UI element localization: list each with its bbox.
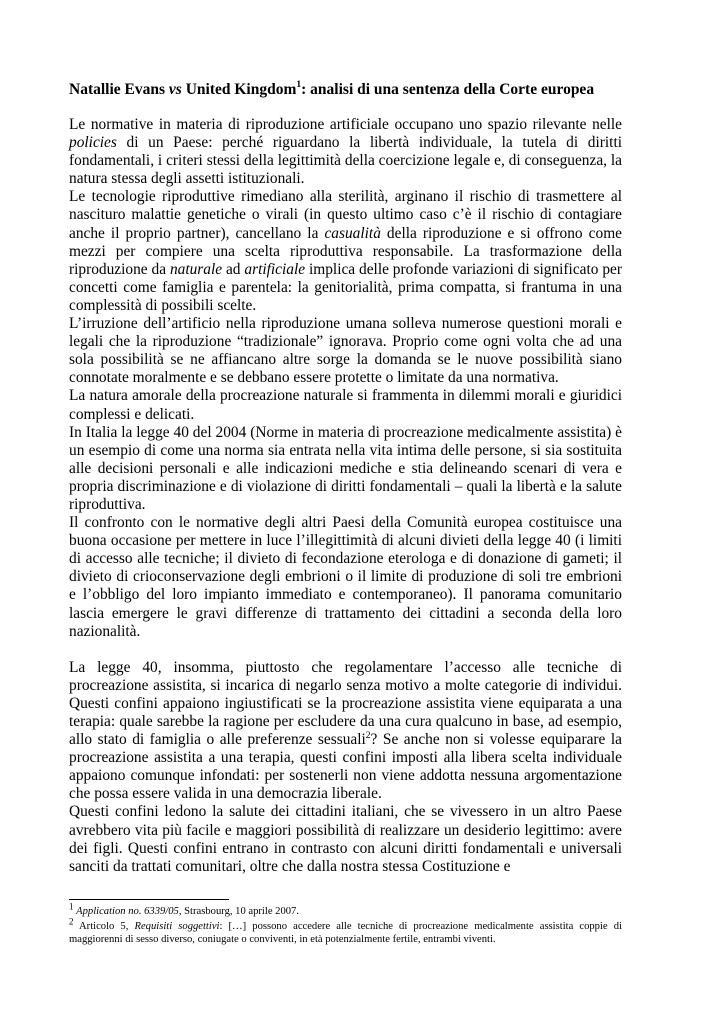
footnote-1-text: , Strasbourg, 10 aprile 2007. [178, 906, 300, 917]
paragraph-2-italic-naturale: naturale [169, 260, 223, 278]
paragraph-1-text-a: Le normative in materia di riproduzione artificiale occupano uno spazio rilevante nelle [69, 116, 622, 133]
paragraph-7-text-a: La legge 40, insomma, piuttosto che regolamentare l’accesso alle tecniche di procreazione assistita, si incarica di negarlo senza motivo a molte categorie di individui. Questi confini appaiono ingiustificati se la procreazione assistita viene equiparata a una terapia: quale sarebbe la ragione per escludere da una cura qualcuno in base, ad esempio, allo stato di famiglia o alle preferenze sessuali [69, 658, 622, 749]
footnote-2 [69, 915, 622, 947]
document-title [69, 80, 622, 99]
footnote-1-mark: 1 [69, 901, 74, 912]
paragraph-1-text-b: di un Paese: perché riguardano la libertà individuale, la tutela di diritti fondamentali, i criteri stessi della legittimità della coercizione legale e, di conseguenza, la natura stessa degli assetti istituzionali. [69, 134, 622, 188]
paragraph-1-italic-policies: policies [69, 134, 117, 152]
footnote-ref-1: 1 [296, 79, 302, 90]
title-part-1: Natallie Evans [69, 81, 169, 98]
paragraph-7-text-b: ? Se anche non si volesse equiparare la procreazione assistita a una terapia, questi confini imposti alla libera scelta individuale appaiono comunque infondati: per sostenerli non viene addotta nessuna argomentazione che possa essere valida in una democrazia liberale. [69, 731, 623, 803]
paragraph-2-text-b: della riproduzione e si offrono come mezzi per compiere una scelta riproduttiva responsabile. La trasformazione della riproduzione da [69, 224, 622, 278]
paragraph-4: La natura amorale della procreazione naturale si frammenta in dilemmi morali e giuridici complessi e delicati. [69, 387, 622, 423]
title-part-2: United Kingdom [181, 81, 297, 98]
paragraph-6: Il confronto con le normative degli altri Paesi della Comunità europea costituisce una buona occasione per mettere in luce l’illegittimità di alcuni divieti della legge 40 (i limiti di accesso alle tecniche; il divieto di fecondazione eterologa e di donazione di gameti; il divieto di crioconservazione degli embrioni o il limite di produzione di soli tre embrioni e l’obbligo del loro impianto immediato e contemporaneo). Il panorama comunitario lascia emergere le gravi differenze di trattamento dei cittadini a seconda della loro nazionalità. [69, 514, 622, 640]
paragraph-1 [69, 116, 622, 188]
footnote-2-mark: 2 [69, 915, 74, 926]
footnote-2-pre: Articolo 5, [73, 920, 135, 932]
footnote-1-italic: Application no. 6339/05 [76, 906, 179, 917]
footnote-2-text: : […] possono accedere alle tecniche di procreazione medicalmente assistita coppie di maggiorenni di sesso diverso, coniugate o conviventi, in età potenzialmente fertile, entrambi viventi. [69, 920, 622, 945]
footnotes [69, 901, 622, 947]
title-part-3: : analisi di una sentenza della Corte europea [301, 81, 595, 98]
paragraph-2-text-d: implica delle profonde variazioni di significato per concetti come famiglia e parentela: la genitorialità, prima compatta, si frantuma in una complessità di possibili scelte. [69, 260, 623, 314]
paragraph-2-text-a: Le tecnologie riproduttive rimediano alla sterilità, arginano il rischio di trasmettere al nascituro malattie genetiche o virali (in questo ultimo caso c’è il rischio di contagiare anche il proprio partner), cancellano la [69, 188, 622, 242]
paragraph-2-text-c: ad [222, 260, 245, 278]
paragraph-2 [69, 188, 622, 315]
paragraph-8: Questi confini ledono la salute dei cittadini italiani, che se vivessero in un altro Paese avrebbero vita più facile e maggiori possibilità di realizzare un desiderio legittimo: avere dei figli. Questi confini entrano in contrasto con alcuni diritti fondamentali e universali sanciti da trattati comunitari, oltre che dalla nostra stessa Costituzione e [69, 803, 622, 875]
paragraph-2-italic-artificiale: artificiale [244, 260, 306, 278]
footnote-ref-2: 2 [365, 730, 371, 741]
paragraph-3: L’irruzione dell’artificio nella riproduzione umana solleva numerose questioni morali e legali che la riproduzione “tradizionale” ignorava. Proprio come ogni volta che ad una sola possibilità se ne affiancano altre sorge la domanda se le nuove possibilità siano connotate moralmente e se debbano essere protette o limitate da una normativa. [69, 315, 622, 387]
document-body [69, 80, 622, 876]
footnote-1 [69, 901, 622, 919]
paragraph-2-italic-casualita: casualità [324, 224, 381, 242]
title-vs: vs [168, 81, 182, 98]
footnote-2-italic: Requisiti soggettivi [134, 920, 220, 932]
paragraph-7 [69, 659, 622, 804]
paragraph-5: In Italia la legge 40 del 2004 (Norme in materia di procreazione medicalmente assistita) è un esempio di come una norma sia entrata nella vita intima delle persone, si sia sostituita alle decisioni personali e alle indicazioni mediche e stia delineando scenari di vera e propria discriminazione e di violazione di diritti fondamentali – quali la libertà e la salute riproduttiva. [69, 423, 622, 513]
footnote-separator [69, 899, 229, 900]
